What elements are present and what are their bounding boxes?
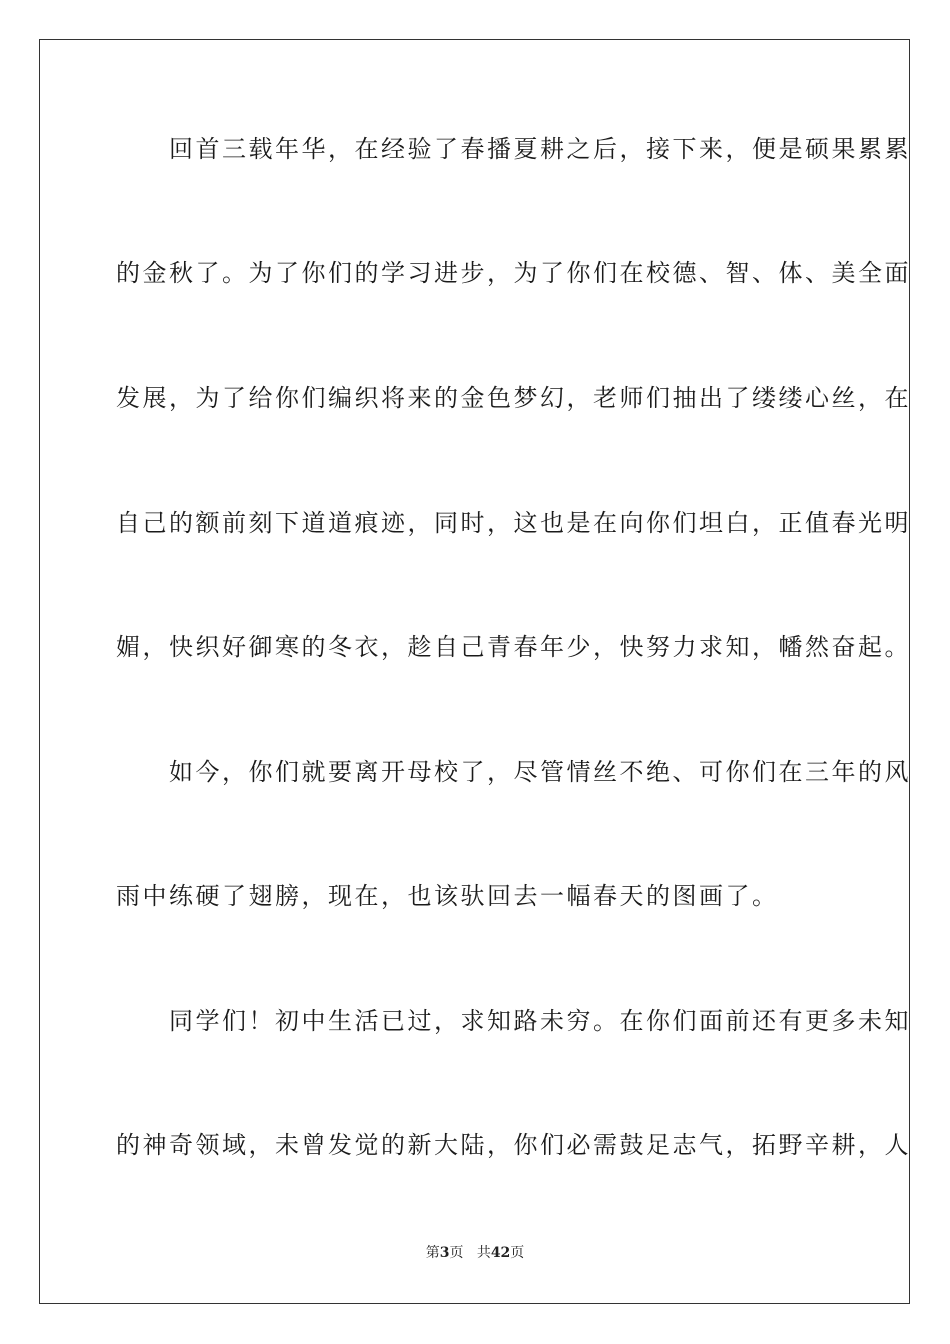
text-line-2: 的金秋了。为了你们的学习进步，为了你们在校德、智、体、美全面 [116,259,911,287]
page-footer [0,1244,950,1262]
total-suffix: 页 [510,1245,525,1261]
text-line-7: 雨中练硬了翅膀，现在，也该驮回去一幅春天的图画了。 [116,882,779,910]
text-line-5: 媚，快织好御寒的冬衣，趁自己青春年少，快努力求知，幡然奋起。 [116,633,911,661]
page-border [39,39,910,1304]
text-line-9: 的神奇领域，未曾发觉的新大陆，你们必需鼓足志气，拓野辛耕，人 [116,1131,911,1159]
total-prefix: 共 [476,1245,491,1261]
text-line-8: 同学们！初中生活已过，求知路未穷。在你们面前还有更多未知 [116,1007,911,1035]
text-line-1: 回首三载年华，在经验了春播夏耕之后，接下来，便是硕果累累 [116,135,911,163]
total-pages: 42 [490,1245,511,1261]
text-line-4: 自己的额前刻下道道痕迹，同时，这也是在向你们坦白，正值春光明 [116,509,911,537]
page-prefix: 第 [425,1245,440,1261]
text-line-6: 如今，你们就要离开母校了，尽管情丝不绝、可你们在三年的风 [116,758,911,786]
text-line-3: 发展，为了给你们编织将来的金色梦幻，老师们抽出了缕缕心丝，在 [116,384,911,412]
page-number: 3 [439,1245,450,1261]
page-suffix: 页 [449,1245,464,1261]
